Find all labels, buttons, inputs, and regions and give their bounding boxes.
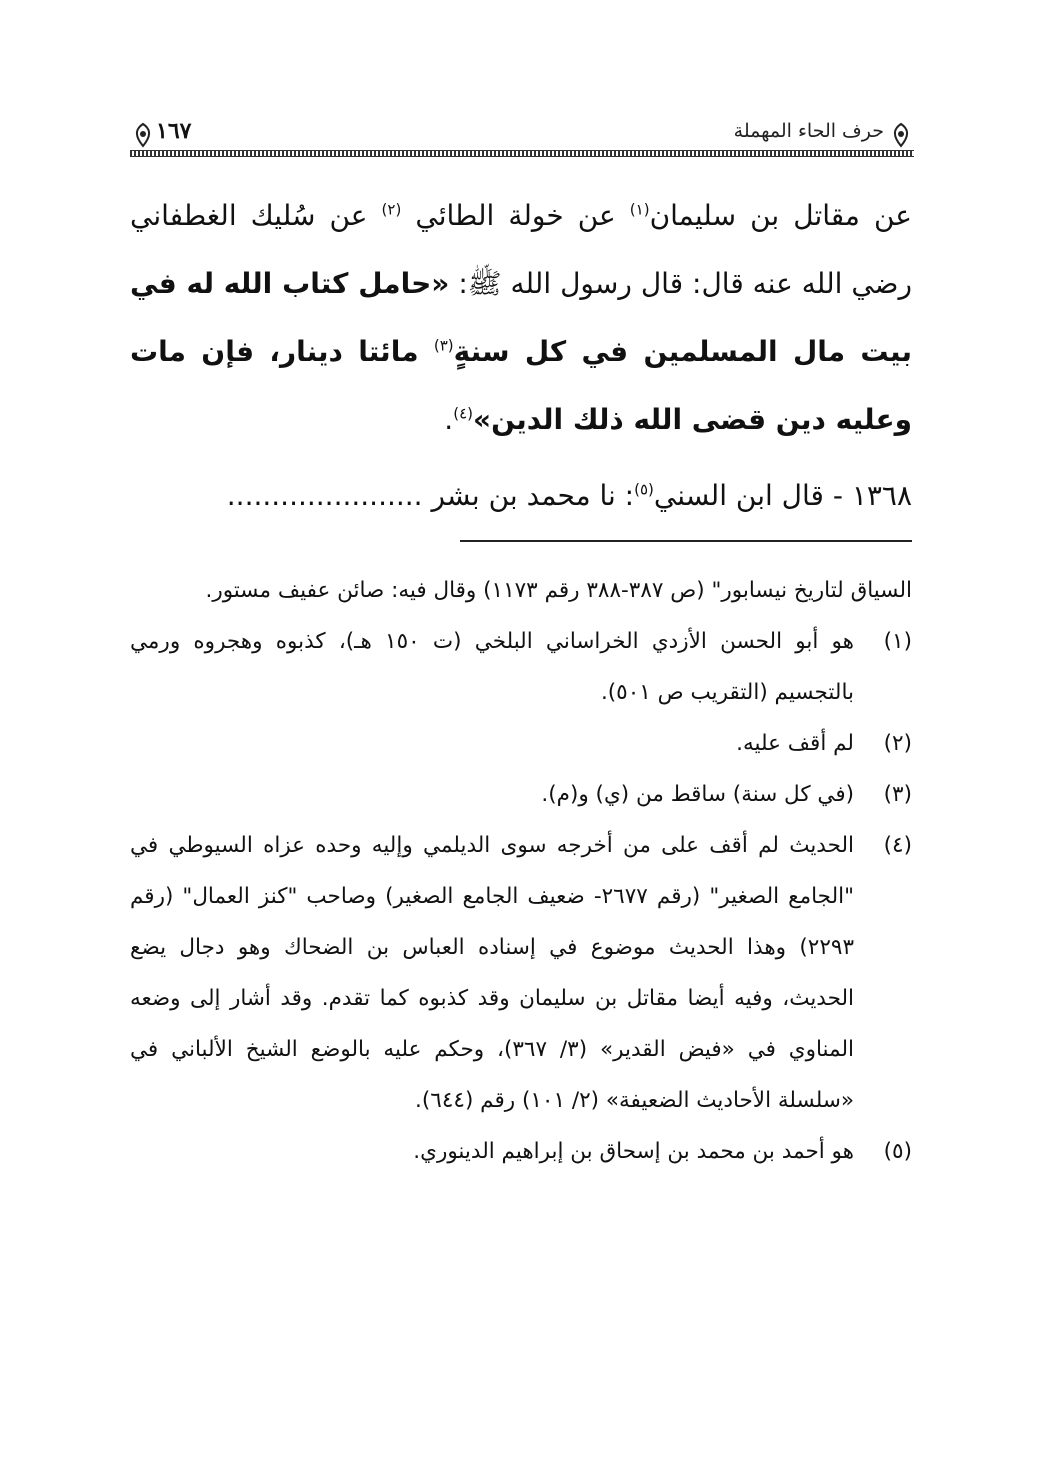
header-rule (130, 150, 914, 157)
footnote-item (130, 718, 912, 769)
footnote-text: هو أحمد بن محمد بن إسحاق بن إبراهيم الدينوري. (413, 1139, 854, 1164)
isnad-text: عن مقاتل بن سليمان (649, 199, 912, 232)
isnad-text: عن سُليك الغطفاني رضي الله عنه قال: قال رسول الله ﷺ: (130, 199, 912, 300)
running-header (130, 118, 914, 158)
footnotes (130, 565, 912, 1177)
header-title: حرف الحاء المهملة (733, 120, 884, 142)
footnote-continuation: السياق لتاريخ نيسابور" (ص ٣٨٧-٣٨٨ رقم ١١٧٣) وقال فيه: صائن عفيف مستور. (205, 578, 912, 603)
page-number: ١٦٧ (156, 118, 192, 144)
footnote-item (130, 820, 912, 1126)
footnote-ref: (٢) (381, 200, 402, 219)
footnote-text: الحديث لم أقف على من أخرجه سوى الديلمي وإليه وحده عزاه السيوطي في "الجامع الصغير" (رقم ٢٦٧٧- ضعيف الجامع الصغير) وصاحب "كنز العمال" (رقم ٢٢٩٣) وهذا الحديث موضوع في إسناده العباس بن الضحاك وهو دجال يضع الحديث، وفيه أيضا مقاتل بن سليمان وقد كذبوه كما تقدم. وقد أشار إلى وضعه المناوي في «فيض القدير» (٣/ ٣٦٧)، وحكم عليه بالوضع الشيخ الألباني في «سلسلة الأحاديث الضعيفة» (٢/ ١٠١) رقم (٦٤٤). (130, 833, 855, 1113)
footnote-number: (٤) (883, 833, 912, 858)
isnad-text: عن خولة الطائي (401, 199, 630, 232)
footnote-number: (٥) (883, 1139, 912, 1164)
next-entry (130, 476, 912, 516)
footnote-ref: (٤) (453, 404, 473, 423)
footnote-number: (٢) (883, 731, 912, 756)
hadith-text: مائتا دينار، فإن مات وعليه دين قضى الله ذلك الدين» (130, 335, 912, 436)
footnote-text: (في كل سنة) ساقط من (ي) و(م). (541, 782, 854, 807)
footnote-item (130, 616, 912, 718)
entry-text: : نا محمد بن بشر ...................... (226, 479, 635, 512)
ornament-icon (888, 122, 914, 148)
main-paragraph (130, 182, 912, 454)
footnote-number: (١) (883, 629, 912, 654)
hadith-text: «حامل كتاب الله له في بيت مال المسلمين في كل سنةٍ (130, 267, 912, 368)
footnote-number: (٣) (883, 782, 912, 807)
footnote-ref: (٥) (634, 480, 654, 499)
footnote-text: هو أبو الحسن الأزدي الخراساني البلخي (ت ١٥٠ هـ)، كذبوه وهجروه ورمي بالتجسيم (التقريب ص ٥٠١). (130, 629, 854, 705)
footnote-ref: (٣) (433, 336, 454, 355)
footnote-ref: (١) (629, 200, 650, 219)
ornament-icon (130, 122, 156, 148)
footnote-item (130, 769, 912, 820)
footnote-text: لم أقف عليه. (736, 731, 854, 756)
footnote-item (130, 1126, 912, 1177)
entry-text: ١٣٦٨ - قال ابن السني (653, 479, 912, 512)
end-mark: . (444, 403, 454, 436)
footnote-separator (460, 540, 912, 542)
